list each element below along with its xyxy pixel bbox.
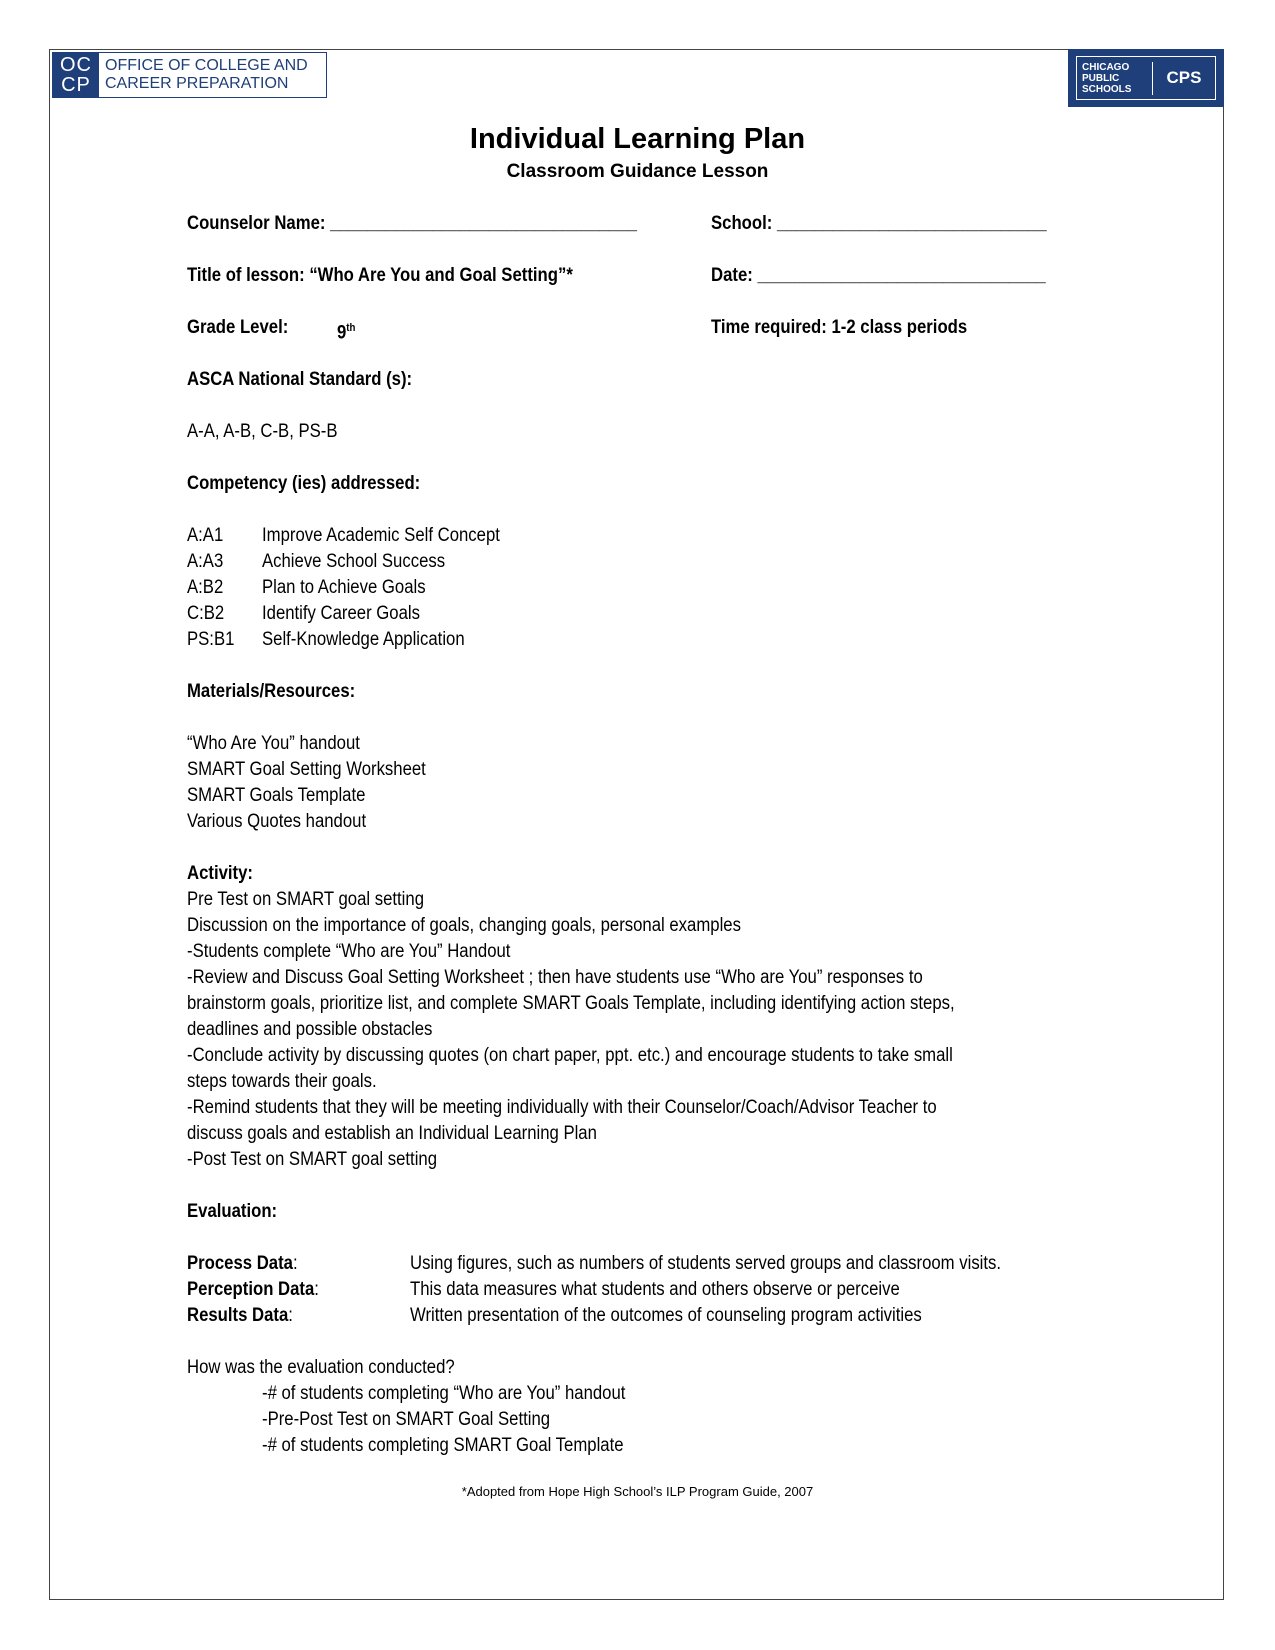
occp-text-line-2: CAREER PREPARATION [105,75,289,92]
competency-code: A:A1 [187,525,224,546]
date-field: Date: _______________________________ [711,265,1046,286]
evaluation-question: How was the evaluation conducted? [187,1357,455,1378]
competency-code: PS:B1 [187,629,235,650]
cps-logo-mark: CPS [1166,68,1202,87]
evaluation-label [187,1253,298,1275]
label-colon: : [288,1305,293,1326]
evaluation-method: -Pre-Post Test on SMART Goal Setting [262,1409,551,1430]
activity-line: steps towards their goals. [187,1071,377,1092]
evaluation-label [187,1279,319,1301]
material-item: SMART Goal Setting Worksheet [187,759,426,780]
activity-line: brainstorm goals, prioritize list, and complete SMART Goals Template, including identifying action steps, [187,993,955,1014]
process-data-label: Process Data [187,1253,293,1274]
standards-value: A-A, A-B, C-B, PS-B [187,421,338,442]
occp-logo-mark [53,53,99,97]
materials-heading: Materials/Resources: [187,681,356,702]
material-item: “Who Are You” handout [187,733,360,754]
grade-level-label: Grade Level: [187,317,289,338]
activity-line: discuss goals and establish an Individual Learning Plan [187,1123,597,1144]
activity-line: deadlines and possible obstacles [187,1019,433,1040]
competency-code: A:B2 [187,577,224,598]
competencies-heading: Competency (ies) addressed: [187,473,421,494]
results-data-label: Results Data [187,1305,289,1326]
competency-code: C:B2 [187,603,225,624]
occp-logo-text [99,53,326,97]
grade-suffix: th [346,322,356,334]
document-subtitle: Classroom Guidance Lesson [506,161,769,182]
competency-text: Plan to Achieve Goals [262,577,426,598]
activity-heading: Activity: [187,863,253,884]
activity-line: -Post Test on SMART goal setting [187,1149,438,1170]
evaluation-heading: Evaluation: [187,1201,278,1222]
cps-small-line-3: SCHOOLS [1082,83,1132,95]
counselor-name-field: Counselor Name: _________________________________ [187,213,637,234]
grade-level-value [337,317,355,344]
standards-heading: ASCA National Standard (s): [187,369,413,390]
competency-code: A:A3 [187,551,224,572]
activity-line: Discussion on the importance of goals, changing goals, personal examples [187,915,741,936]
lesson-title-field: Title of lesson: “Who Are You and Goal Setting”* [187,265,573,286]
cps-small-line-2: PUBLIC [1082,72,1120,84]
competency-text: Self-Knowledge Application [262,629,465,650]
activity-line: -Remind students that they will be meeting individually with their Counselor/Coach/Advisor Teacher to [187,1097,937,1118]
document-title: Individual Learning Plan [469,123,806,155]
footnote: *Adopted from Hope High School’s ILP Program Guide, 2007 [461,1484,814,1499]
activity-line: -Conclude activity by discussing quotes (on chart paper, ppt. etc.) and encourage students to take small [187,1045,953,1066]
activity-line: -Students complete “Who are You” Handout [187,941,511,962]
evaluation-text: This data measures what students and others observe or perceive [410,1279,900,1300]
competency-text: Identify Career Goals [262,603,420,624]
activity-line: Pre Test on SMART goal setting [187,889,424,910]
time-required: Time required: 1-2 class periods [711,317,968,338]
occp-mark-bottom: CP [61,74,91,96]
competency-text: Improve Academic Self Concept [262,525,500,546]
competency-text: Achieve School Success [262,551,446,572]
school-field: School: _____________________________ [711,213,1047,234]
evaluation-label [187,1305,293,1327]
cps-small-line-1: CHICAGO [1082,61,1130,73]
evaluation-text: Written presentation of the outcomes of counseling program activities [410,1305,922,1326]
evaluation-method: -# of students completing “Who are You” handout [262,1383,626,1404]
occp-text-line-1: OFFICE OF COLLEGE AND [105,57,308,74]
label-colon: : [292,1253,298,1274]
occp-mark-top: OC [60,54,92,76]
evaluation-method: -# of students completing SMART Goal Template [262,1435,624,1456]
material-item: Various Quotes handout [187,811,367,832]
cps-logo-small-text [1077,62,1153,95]
perception-data-label: Perception Data [187,1279,315,1300]
material-item: SMART Goals Template [187,785,366,806]
label-colon: : [314,1279,319,1300]
grade-number: 9 [337,322,347,344]
occp-logo [52,52,327,98]
cps-logo [1068,49,1224,107]
activity-line: -Review and Discuss Goal Setting Worksheet ; then have students use “Who are You” responses to [187,967,923,988]
evaluation-text: Using figures, such as numbers of students served groups and classroom visits. [410,1253,1002,1274]
